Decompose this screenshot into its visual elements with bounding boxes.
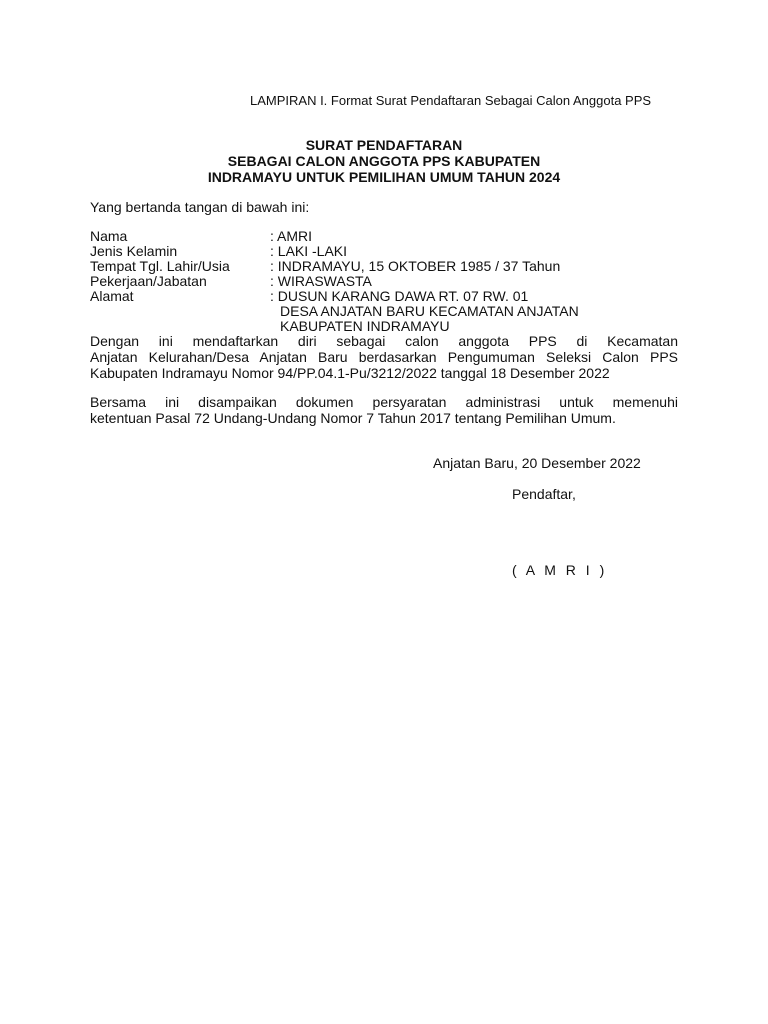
field-label-gender: Jenis Kelamin xyxy=(90,243,178,259)
field-label-address: Alamat xyxy=(90,288,134,304)
field-value-address: : DUSUN KARANG DAWA RT. 07 RW. 01 xyxy=(270,288,529,304)
registration-paragraph-line-1: Dengan ini mendaftarkan diri sebagai calon anggota PPS di Kecamatan xyxy=(90,333,678,349)
field-value-gender: : LAKI -LAKI xyxy=(270,243,348,259)
signature-role: Pendaftar, xyxy=(512,486,576,502)
address-continued-line-2: KABUPATEN INDRAMAYU xyxy=(280,318,450,334)
field-label-occupation: Pekerjaan/Jabatan xyxy=(90,273,207,289)
field-label-birth: Tempat Tgl. Lahir/Usia xyxy=(90,258,230,274)
field-label-name: Nama xyxy=(90,228,128,244)
annex-header: LAMPIRAN I. Format Surat Pendaftaran Sebagai Calon Anggota PPS xyxy=(250,93,652,108)
registration-paragraph xyxy=(90,333,678,381)
signature-place-date: Anjatan Baru, 20 Desember 2022 xyxy=(433,455,641,471)
intro-text: Yang bertanda tangan di bawah ini: xyxy=(90,199,310,215)
field-value-name: : AMRI xyxy=(270,228,313,244)
title-line-2: SEBAGAI CALON ANGGOTA PPS KABUPATEN xyxy=(227,153,541,169)
documents-paragraph-line-2: ketentuan Pasal 72 Undang-Undang Nomor 7 Tahun 2017 tentang Pemilihan Umum. xyxy=(90,410,616,426)
title-line-3: INDRAMAYU UNTUK PEMILIHAN UMUM TAHUN 2024 xyxy=(207,169,561,185)
address-continued-line-1: DESA ANJATAN BARU KECAMATAN ANJATAN xyxy=(280,303,579,319)
registration-paragraph-line-2: Anjatan Kelurahan/Desa Anjatan Baru berdasarkan Pengumuman Seleksi Calon PPS xyxy=(90,349,678,365)
signature-name: ( A M R I ) xyxy=(512,562,608,578)
registration-paragraph-line-3: Kabupaten Indramayu Nomor 94/PP.04.1-Pu/3212/2022 tanggal 18 Desember 2022 xyxy=(90,365,610,381)
documents-paragraph-line-1: Bersama ini disampaikan dokumen persyaratan administrasi untuk memenuhi xyxy=(90,394,678,410)
field-value-birth: : INDRAMAYU, 15 OKTOBER 1985 / 37 Tahun xyxy=(270,258,561,274)
documents-paragraph xyxy=(90,394,678,426)
title-line-1: SURAT PENDAFTARAN xyxy=(305,137,463,153)
field-value-occupation: : WIRASWASTA xyxy=(270,273,372,289)
